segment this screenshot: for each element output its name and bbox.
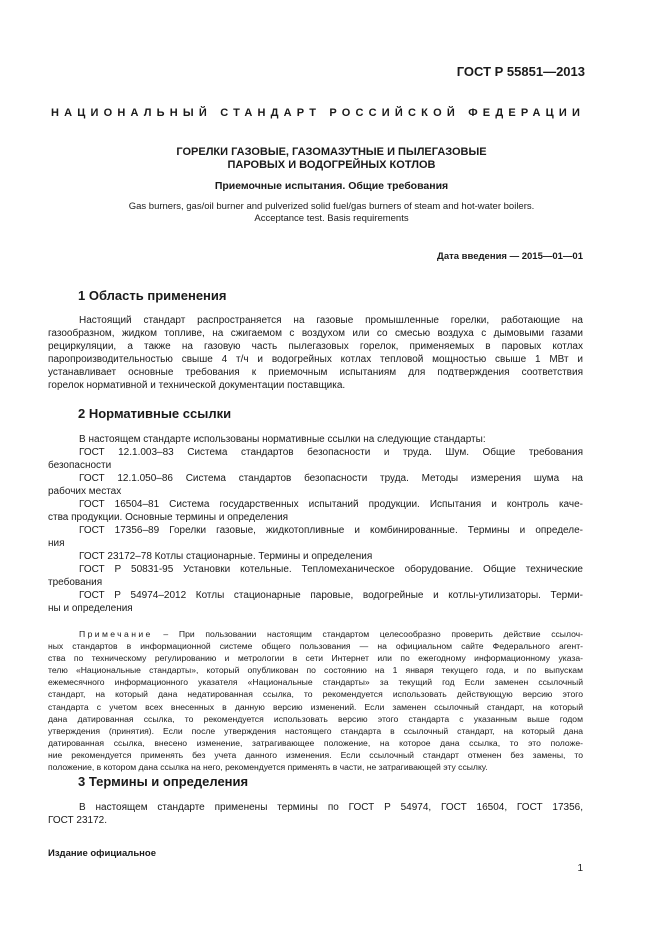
english-title — [48, 201, 615, 225]
text-line: ГОСТ 12.1.050–86 Система стандартов безопасности труда. Методы измерения шума на — [79, 473, 583, 484]
english-title-line-1: Gas burners, gas/oil burner and pulverized solid fuel/gas burners of steam and hot-water boilers. — [128, 201, 535, 212]
section-2-intro — [48, 433, 583, 446]
text-line: устанавливает основные требования к приемочным испытаниям для подтверждения соответствия — [48, 367, 583, 378]
official-edition-label: Издание официальное — [48, 848, 156, 859]
text-line: газообразном, жидком топливе, на сжигаемом с воздухом или со смесью воздуха с дымовыми газами — [48, 328, 583, 339]
document-subtitle: Приемочные испытания. Общие требования — [214, 180, 449, 192]
reference-item — [48, 563, 583, 589]
text-line: стандарта с учетом всех внесенных в данную версию изменений. Если заменен ссылочный стандарт, на который — [48, 701, 583, 712]
title-line-1: ГОРЕЛКИ ГАЗОВЫЕ, ГАЗОМАЗУТНЫЕ И ПЫЛЕГАЗОВЫЕ — [176, 146, 487, 158]
text-line: требования — [48, 577, 103, 588]
section-3-heading: 3 Термины и определения — [78, 774, 249, 789]
reference-note — [48, 628, 583, 773]
note-text: – При пользовании настоящим стандартом целесообразно проверить действие ссылоч- — [152, 629, 583, 639]
text-line: паропроизводительностью свыше 4 т/ч и водогрейных котлах тепловой мощностью свыше 1 МВт и — [48, 354, 583, 365]
document-title — [48, 146, 615, 172]
note-label: Примечание — [79, 629, 153, 639]
text-line: датированная ссылка, внесено изменение, затрагивающее положение, на которое дана ссылка, то это положе- — [48, 737, 583, 748]
reference-item — [48, 498, 583, 524]
title-line-2: ПАРОВЫХ И ВОДОГРЕЙНЫХ КОТЛОВ — [227, 159, 436, 171]
text-line: ния — [48, 538, 65, 549]
text-line: ние рекомендуется применять без учета данного изменения. Если ссылочный стандарт отменен без замены, то — [48, 749, 583, 760]
text-line: ежемесячного информационного указателя «Национальные стандарты» за текущий год Если заменен ссылочный — [48, 677, 583, 688]
reference-item — [48, 446, 583, 472]
text-line: ства по техническому регулированию и метрологии в сети Интернет или по ежегодному информационному указа- — [48, 653, 583, 664]
introduction-date: Дата введения — 2015—01—01 — [437, 251, 583, 262]
text-line: ства продукции. Основные термины и определения — [48, 512, 289, 523]
english-title-line-2: Acceptance test. Basis requirements — [254, 213, 409, 224]
reference-item — [48, 472, 583, 498]
document-number: ГОСТ Р 55851—2013 — [456, 64, 585, 79]
reference-item — [48, 589, 583, 615]
text-line: дана датированная ссылка, то рекомендуется использовать версию этого стандарта с указанным выше годом — [48, 713, 583, 724]
text-line: ГОСТ 17356–89 Горелки газовые, жидкотопливные и комбинированные. Термины и определе- — [79, 525, 583, 536]
text-line: стандарт, на который дана недатированная ссылка, то рекомендуется использовать действующую версию этого — [48, 689, 583, 700]
text-line: ГОСТ 12.1.003–83 Система стандартов безопасности и труда. Шум. Общие требования — [79, 447, 583, 458]
reference-item — [48, 524, 583, 550]
text-line: положение, в котором дана ссылка на него, рекомендуется применять в части, не затрагивающей эту ссылку. — [48, 762, 488, 773]
section-1-heading: 1 Область применения — [78, 288, 227, 303]
text-line: ГОСТ Р 54974–2012 Котлы стационарные паровые, водогрейные и котлы-утилизаторы. Терми- — [79, 590, 583, 601]
section-2-heading: 2 Нормативные ссылки — [78, 406, 232, 421]
text-line: ГОСТ Р 50831-95 Установки котельные. Тепломеханическое оборудование. Общие технические — [79, 564, 583, 575]
text-line: ных стандартов в информационной системе общего пользования — на официальном сайте Федерального агент- — [48, 641, 583, 652]
page-number: 1 — [577, 863, 583, 874]
section-3-text — [48, 801, 583, 827]
text-line: телю «Национальные стандарты», который опубликован по состоянию на 1 января текущего года, и по выпускам — [48, 665, 583, 676]
text-line: утверждения (принятия). Если после утверждения настоящего стандарта в ссылочный стандарт, на который дана — [48, 725, 583, 736]
text-line: горелок нормативной и технической документации поставщика. — [48, 380, 346, 391]
national-standard-banner: НАЦИОНАЛЬНЫЙ СТАНДАРТ РОССИЙСКОЙ ФЕДЕРАЦИИ — [50, 107, 586, 119]
note-first-line — [48, 628, 583, 640]
section-1-text — [48, 314, 583, 392]
text-line: рециркуляции, а также на газовую часть пылегазовых горелок, применяемых в паровых котлах — [48, 341, 583, 352]
text-line: ГОСТ 16504–81 Система государственных испытаний продукции. Испытания и контроль каче- — [79, 499, 583, 510]
text-line: рабочих местах — [48, 486, 122, 497]
text-line: ГОСТ 23172–78 Котлы стационарные. Термины и определения — [79, 551, 373, 562]
text-line: ны и определения — [48, 603, 133, 614]
reference-item — [48, 550, 583, 563]
text-line: ГОСТ 23172. — [48, 815, 107, 826]
text-line: В настоящем стандарте применены термины по ГОСТ Р 54974, ГОСТ 16504, ГОСТ 17356, — [79, 802, 583, 813]
text-line: В настоящем стандарте использованы нормативные ссылки на следующие стандарты: — [79, 434, 486, 445]
text-line: безопасности — [48, 460, 112, 471]
text-line: Настоящий стандарт распространяется на газовые промышленные горелки, работающие на — [79, 315, 583, 326]
